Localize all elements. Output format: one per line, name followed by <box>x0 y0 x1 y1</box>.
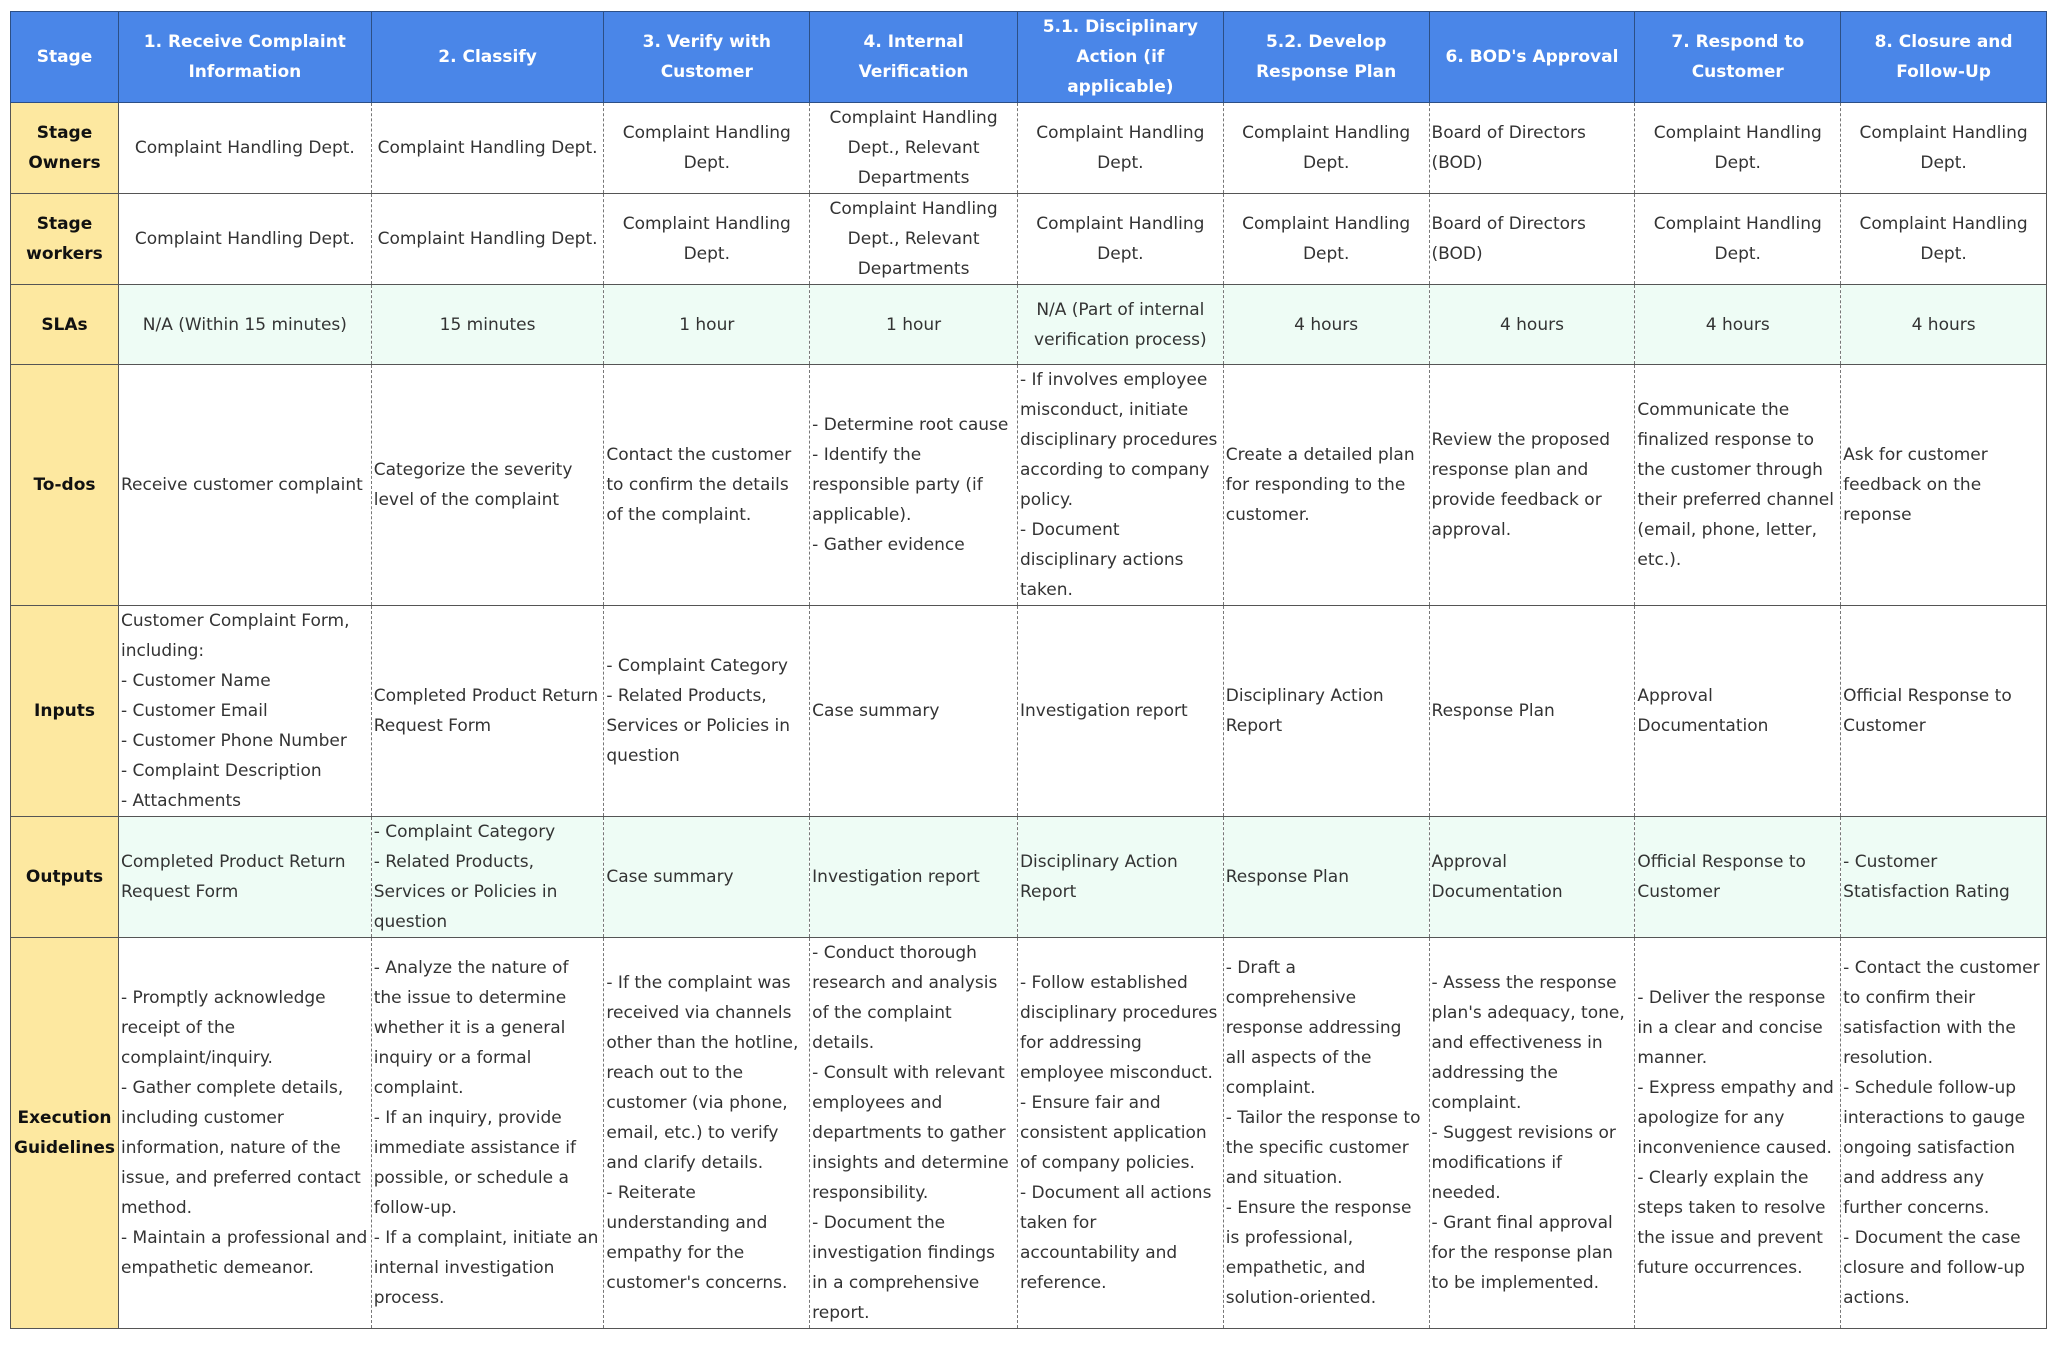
table-cell-inputs-col-4: Case summary <box>810 606 1018 817</box>
column-header-receive-complaint: 1. Receive Complaint Information <box>118 12 371 103</box>
table-body <box>11 103 2047 1329</box>
table-cell-inputs-col-9: Official Response to Customer <box>1841 606 2047 817</box>
row-label-stage-owners: Stage Owners <box>11 103 119 194</box>
table-cell-inputs-col-8: Approval Documentation <box>1635 606 1841 817</box>
table-cell-stage-owners-col-4: Complaint Handling Dept., Relevant Departments <box>810 103 1018 194</box>
cell-line: - Maintain a professional and empathetic demeanor. <box>120 1228 368 1278</box>
cell-line: - Schedule follow-up interactions to gauge ongoing satisfaction and address any further concerns. <box>1843 1078 2026 1218</box>
cell-line: - Express empathy and apologize for any inconvenience caused. <box>1637 1078 1834 1158</box>
cell-line: - Ensure the response is professional, empathetic, and solution-oriented. <box>1225 1198 1412 1308</box>
table-cell-stage-workers-col-5: Complaint Handling Dept. <box>1017 194 1223 285</box>
cell-line: - Document the investigation findings in a comprehensive report. <box>812 1213 996 1323</box>
cell-line: - If a complaint, initiate an internal investigation process. <box>373 1228 599 1308</box>
table-cell-to-dos-col-8: Communicate the finalized response to the customer through their preferred channel (email, phone, letter, etc.). <box>1635 365 1841 606</box>
cell-line: - Determine root cause <box>812 415 1009 435</box>
table-cell-stage-workers-col-8: Complaint Handling Dept. <box>1635 194 1841 285</box>
table-cell-to-dos-col-3: Contact the customer to confirm the details of the complaint. <box>604 365 810 606</box>
table-cell-slas-col-6: 4 hours <box>1223 285 1429 365</box>
complaint-process-table <box>10 11 2047 1329</box>
cell-line: - Document all actions taken for accountability and reference. <box>1019 1183 1212 1293</box>
column-header-internal-verification: 4. Internal Verification <box>810 12 1018 103</box>
cell-line: - Complaint Category <box>606 656 788 676</box>
table-cell-stage-workers-col-7: Board of Directors (BOD) <box>1429 194 1635 285</box>
row-label-stage-workers: Stage workers <box>11 194 119 285</box>
table-cell-to-dos-col-4 <box>810 365 1018 606</box>
table-cell-to-dos-col-5 <box>1017 365 1223 606</box>
table-cell-outputs-col-3: Case summary <box>604 817 810 938</box>
cell-line: - Consult with relevant employees and departments to gather insights and determine responsibility. <box>812 1063 1009 1203</box>
table-cell-to-dos-col-9: Ask for customer feedback on the reponse <box>1841 365 2047 606</box>
table-cell-execution-guidelines-col-9 <box>1841 938 2047 1329</box>
table-cell-to-dos-col-6: Create a detailed plan for responding to the customer. <box>1223 365 1429 606</box>
row-label-to-dos: To-dos <box>11 365 119 606</box>
table-cell-outputs-col-1: Completed Product Return Request Form <box>118 817 371 938</box>
table-cell-to-dos-col-1: Receive customer complaint <box>118 365 371 606</box>
cell-line: - Analyze the nature of the issue to determine whether it is a general inquiry or a formal complaint. <box>373 958 569 1098</box>
cell-line: Customer Complaint Form, including: <box>120 611 350 661</box>
cell-line: - Draft a comprehensive response addressing all aspects of the complaint. <box>1225 958 1402 1098</box>
table-cell-execution-guidelines-col-1 <box>118 938 371 1329</box>
table-cell-stage-owners-col-7: Board of Directors (BOD) <box>1429 103 1635 194</box>
table-row-stage-workers <box>11 194 2047 285</box>
cell-line: - If involves employee misconduct, initiate disciplinary procedures according to company policy. <box>1019 370 1218 510</box>
cell-line: - Conduct thorough research and analysis of the complaint details. <box>812 943 998 1053</box>
table-cell-execution-guidelines-col-4 <box>810 938 1018 1329</box>
table-cell-stage-workers-col-6: Complaint Handling Dept. <box>1223 194 1429 285</box>
column-header-bod-approval: 6. BOD's Approval <box>1429 12 1635 103</box>
cell-line: - Clearly explain the steps taken to resolve the issue and prevent future occurrences. <box>1637 1168 1826 1278</box>
cell-line: - Related Products, Services or Policies in question <box>373 852 558 932</box>
cell-line: - Identify the responsible party (if applicable). <box>812 445 983 525</box>
cell-line: - Related Products, Services or Policies in question <box>606 686 791 766</box>
table-cell-stage-owners-col-8: Complaint Handling Dept. <box>1635 103 1841 194</box>
table-cell-stage-owners-col-6: Complaint Handling Dept. <box>1223 103 1429 194</box>
table-cell-inputs-col-7: Response Plan <box>1429 606 1635 817</box>
table-row-inputs <box>11 606 2047 817</box>
cell-line: - Customer Phone Number <box>120 731 347 751</box>
table-cell-outputs-col-7: Approval Documentation <box>1429 817 1635 938</box>
table-cell-stage-owners-col-3: Complaint Handling Dept. <box>604 103 810 194</box>
table-row-outputs <box>11 817 2047 938</box>
table-cell-execution-guidelines-col-7 <box>1429 938 1635 1329</box>
cell-line: - Gather complete details, including customer information, nature of the issue, and preferred contact method. <box>120 1078 361 1218</box>
table-cell-slas-col-7: 4 hours <box>1429 285 1635 365</box>
cell-line: - Contact the customer to confirm their satisfaction with the resolution. <box>1843 958 2040 1068</box>
column-header-develop-response-plan: 5.2. Develop Response Plan <box>1223 12 1429 103</box>
column-header-closure-follow-up: 8. Closure and Follow-Up <box>1841 12 2047 103</box>
row-label-execution-guidelines: Execution Guidelines <box>11 938 119 1329</box>
table-cell-execution-guidelines-col-6 <box>1223 938 1429 1329</box>
table-cell-inputs-col-3 <box>604 606 810 817</box>
table-cell-stage-workers-col-1: Complaint Handling Dept. <box>118 194 371 285</box>
cell-line: - Promptly acknowledge receipt of the complaint/inquiry. <box>120 988 326 1068</box>
cell-line: - Reiterate understanding and empathy for the customer's concerns. <box>606 1183 788 1293</box>
table-row-to-dos <box>11 365 2047 606</box>
cell-line: - Deliver the response in a clear and concise manner. <box>1637 988 1826 1068</box>
table-cell-inputs-col-6: Disciplinary Action Report <box>1223 606 1429 817</box>
column-header-disciplinary-action: 5.1. Disciplinary Action (if applicable) <box>1017 12 1223 103</box>
column-header-respond-customer: 7. Respond to Customer <box>1635 12 1841 103</box>
table-cell-to-dos-col-7: Review the proposed response plan and provide feedback or approval. <box>1429 365 1635 606</box>
column-header-stage: Stage <box>11 12 119 103</box>
table-cell-outputs-col-6: Response Plan <box>1223 817 1429 938</box>
column-header-verify-customer: 3. Verify with Customer <box>604 12 810 103</box>
table-cell-to-dos-col-2: Categorize the severity level of the complaint <box>371 365 604 606</box>
table-cell-stage-owners-col-2: Complaint Handling Dept. <box>371 103 604 194</box>
table-cell-outputs-col-8: Official Response to Customer <box>1635 817 1841 938</box>
table-row-execution-guidelines <box>11 938 2047 1329</box>
table-cell-execution-guidelines-col-3 <box>604 938 810 1329</box>
table-cell-inputs-col-5: Investigation report <box>1017 606 1223 817</box>
cell-line: - Document disciplinary actions taken. <box>1019 520 1184 600</box>
table-cell-stage-owners-col-9: Complaint Handling Dept. <box>1841 103 2047 194</box>
row-label-inputs: Inputs <box>11 606 119 817</box>
table-cell-slas-col-1: N/A (Within 15 minutes) <box>118 285 371 365</box>
table-row-stage-owners <box>11 103 2047 194</box>
table-cell-slas-col-8: 4 hours <box>1635 285 1841 365</box>
table-cell-stage-workers-col-9: Complaint Handling Dept. <box>1841 194 2047 285</box>
cell-line: - Assess the response plan's adequacy, tone, and effectiveness in addressing the complaint. <box>1431 973 1625 1113</box>
table-cell-execution-guidelines-col-2 <box>371 938 604 1329</box>
header-row <box>11 12 2047 103</box>
table-cell-outputs-col-4: Investigation report <box>810 817 1018 938</box>
row-label-outputs: Outputs <box>11 817 119 938</box>
table-cell-slas-col-9: 4 hours <box>1841 285 2047 365</box>
cell-line: - Customer Email <box>120 701 268 721</box>
cell-line: - Customer Name <box>120 671 271 691</box>
table-cell-stage-owners-col-5: Complaint Handling Dept. <box>1017 103 1223 194</box>
cell-line: - Gather evidence <box>812 535 965 555</box>
table-cell-stage-owners-col-1: Complaint Handling Dept. <box>118 103 371 194</box>
table-cell-slas-col-2: 15 minutes <box>371 285 604 365</box>
cell-line: - Suggest revisions or modifications if needed. <box>1431 1123 1616 1203</box>
cell-line: - Grant final approval for the response plan to be implemented. <box>1431 1213 1613 1293</box>
cell-line: - Tailor the response to the specific customer and situation. <box>1225 1108 1421 1188</box>
table-cell-execution-guidelines-col-5 <box>1017 938 1223 1329</box>
table-row-slas <box>11 285 2047 365</box>
table-cell-stage-workers-col-2: Complaint Handling Dept. <box>371 194 604 285</box>
table-cell-stage-workers-col-4: Complaint Handling Dept., Relevant Departments <box>810 194 1018 285</box>
table-cell-outputs-col-5: Disciplinary Action Report <box>1017 817 1223 938</box>
table-cell-slas-col-4: 1 hour <box>810 285 1018 365</box>
column-header-classify: 2. Classify <box>371 12 604 103</box>
row-label-slas: SLAs <box>11 285 119 365</box>
table-cell-slas-col-5: N/A (Part of internal verification process) <box>1017 285 1223 365</box>
table-cell-stage-workers-col-3: Complaint Handling Dept. <box>604 194 810 285</box>
table-cell-inputs-col-2: Completed Product Return Request Form <box>371 606 604 817</box>
cell-line: - Follow established disciplinary procedures for addressing employee misconduct. <box>1019 973 1218 1083</box>
table-cell-slas-col-3: 1 hour <box>604 285 810 365</box>
cell-line: - Complaint Category <box>373 822 556 842</box>
table-cell-outputs-col-2 <box>371 817 604 938</box>
process-table-container <box>10 11 2047 1329</box>
cell-line: - If the complaint was received via channels other than the hotline, reach out to the customer (via phone, email, etc.) to verify and clarify details. <box>606 973 799 1173</box>
cell-line: - Ensure fair and consistent application of company policies. <box>1019 1093 1207 1173</box>
table-cell-execution-guidelines-col-8 <box>1635 938 1841 1329</box>
cell-line: - Complaint Description <box>120 761 322 781</box>
table-cell-inputs-col-1 <box>118 606 371 817</box>
cell-line: - Document the case closure and follow-up actions. <box>1843 1228 2025 1308</box>
cell-line: - Attachments <box>120 791 242 811</box>
table-cell-outputs-col-9: - Customer Statisfaction Rating <box>1841 817 2047 938</box>
cell-line: - If an inquiry, provide immediate assistance if possible, or schedule a follow-up. <box>373 1108 576 1218</box>
